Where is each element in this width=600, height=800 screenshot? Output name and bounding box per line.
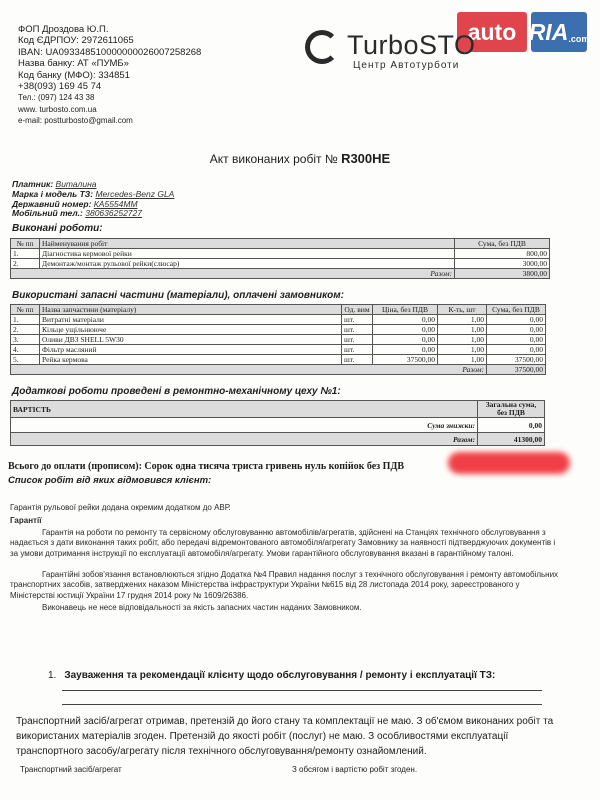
parts-col-unit: Од. вим xyxy=(342,305,373,315)
cell: шт. xyxy=(342,355,373,365)
table-row xyxy=(11,335,546,345)
table-row xyxy=(11,325,546,335)
company-mfo: Код банку (МФО): 334851 xyxy=(18,69,130,81)
declined-works-label: Список робіт від яких відмовився клієнт: xyxy=(8,475,212,486)
table-header-row xyxy=(11,401,545,418)
logo-tagline: Центр Автотурботи xyxy=(353,60,460,71)
cell: 37500,00 xyxy=(373,355,438,365)
watermark-ria-text: RIA xyxy=(528,18,569,45)
company-email: e-mail: postturbosto@gmail.com xyxy=(18,116,133,126)
parts-total-label: Разом: xyxy=(11,365,487,375)
watermark-auto-text: auto xyxy=(467,18,517,45)
extra-total: 41300,00 xyxy=(478,433,545,446)
cell: шт. xyxy=(342,345,373,355)
works-col-sum: Сума, без ПДВ xyxy=(455,239,550,249)
table-row xyxy=(11,345,546,355)
cell: 1. xyxy=(11,315,40,325)
receipt-statement: Транспортний засіб/агрегат отримав, претензій до його стану та комплектації не маю. З об'ємом виконаних робіт та використаних матеріалів згоден. Претензій до якості робіт (послуг) не маю. З особливостями експлуатації транспортного засобу/агрегату після технічного обслуговування/ремонту ознайомлений. xyxy=(16,716,554,757)
warranty-paragraph-1: Гарантія на роботи по ремонту та сервісному обслуговуванню автомобілів/агрегатів, здійснені на Станціях технічного обслуговування з надається з дати виконання таких робіт, або передачі відремонтованого автомобіля/агрегату Замовнику за наявності підтверджуючих документів і за умови дотримання інструкції по експлуатації автомобіля/агрегату. Умови гарантійного обслуговування вказані в гарантійному талоні. xyxy=(10,528,556,558)
remarks-number: 1. xyxy=(48,670,57,681)
cell: Діагностика кермової рейки xyxy=(40,249,455,259)
parts-col-name: Назва запчастини (матеріалу) xyxy=(40,305,342,315)
cell: 3000,00 xyxy=(455,259,550,269)
company-iban: IBAN: UA093348510000000026007258268 xyxy=(18,46,202,58)
extra-table xyxy=(10,400,545,446)
cell: 0,00 xyxy=(487,345,546,355)
table-row xyxy=(11,249,550,259)
cell: шт. xyxy=(342,335,373,345)
cell: 0,00 xyxy=(487,325,546,335)
cell: Демонтаж/монтаж рульової рейки(слюсар) xyxy=(40,259,455,269)
auto-ria-watermark-ria xyxy=(528,12,590,52)
warranty-note: Гарантія рульової рейки додана окремим додатком до АВР. xyxy=(10,503,231,512)
company-phone-alt: Тел.: (097) 124 43 38 xyxy=(18,93,95,103)
cell: Оливи ДВЗ SHELL 5W30 xyxy=(40,335,342,345)
parts-col-qty: К-ть, шт xyxy=(438,305,487,315)
cell: 1,00 xyxy=(438,335,487,345)
cell: 1. xyxy=(11,249,40,259)
plate-label: Державний номер: xyxy=(12,198,92,209)
warranty-paragraph-3: Виконавець не несе відповідальності за якість запасних частин наданих Замовником. xyxy=(42,603,362,612)
plate-value: КА5554ММ xyxy=(93,198,138,209)
cell: 1,00 xyxy=(438,325,487,335)
works-table xyxy=(10,238,550,279)
extra-heading: Додаткові роботи проведені в ремонтно-механічному цеху №1: xyxy=(12,386,341,397)
table-header-row xyxy=(11,239,550,249)
remarks-heading xyxy=(48,670,495,681)
cell: 0,00 xyxy=(373,325,438,335)
table-row xyxy=(11,315,546,325)
company-phone-main: +38(093) 169 45 74 xyxy=(18,81,102,93)
cell: 2. xyxy=(11,259,40,269)
extra-discount: 0,00 xyxy=(478,418,545,433)
extra-total-label: Разом: xyxy=(11,433,478,446)
footer-vehicle-label: Транспортний засіб/агрегат xyxy=(20,765,122,774)
warranty-title: Гарантії xyxy=(10,516,42,525)
company-name: ФОП Дроздова Ю.П. xyxy=(18,24,109,35)
cell: 0,00 xyxy=(373,315,438,325)
document-title xyxy=(0,151,600,166)
cell: 1,00 xyxy=(438,345,487,355)
redaction-mark xyxy=(448,452,570,474)
table-header-row xyxy=(11,305,546,315)
table-total-row xyxy=(11,365,546,375)
cell: 5. xyxy=(11,355,40,365)
cell: Кільце ущільнююче xyxy=(40,325,342,335)
cell: 37500,00 xyxy=(487,355,546,365)
table-row xyxy=(11,355,546,365)
company-requisites xyxy=(18,24,201,127)
company-bank: Назва банку: АТ «ПУМБ» xyxy=(18,58,129,70)
logo-name: TurboSTO xyxy=(347,30,476,60)
total-in-words: Всього до оплати (прописом): Сорок одна тисяча триста гривень нуль копійок без ПДВ xyxy=(8,461,405,472)
parts-col-sum: Сума, без ПДВ xyxy=(487,305,546,315)
table-row xyxy=(11,259,550,269)
cell: шт. xyxy=(342,315,373,325)
works-total: 3800,00 xyxy=(455,269,550,279)
cell: 0,00 xyxy=(487,315,546,325)
table-row xyxy=(11,418,545,433)
cell: шт. xyxy=(342,325,373,335)
warranty-paragraph-2: Гарантійні зобов'язання встановлюються згідно Додатка №4 Правил надання послуг з технічного обслуговування і ремонту автомобільних транспортних засобів, затверджених наказом Міністерства інфраструктури України №615 від 28 листопада 2014 року, зареєстрованого у Міністерстві юстиції України 17 грудня 2014 року № 1609/26386. xyxy=(10,570,559,600)
table-total-row xyxy=(11,269,550,279)
turbosto-logo xyxy=(305,26,505,76)
cell: 800,00 xyxy=(455,249,550,259)
phone-label: Мобільний тел.: xyxy=(12,208,83,219)
cell: 1,00 xyxy=(438,355,487,365)
cell: 3. xyxy=(11,335,40,345)
cell: 1,00 xyxy=(438,315,487,325)
document-title-text: Акт виконаних робіт № xyxy=(209,152,338,166)
remarks-line-1 xyxy=(62,690,542,691)
parts-col-num: № пп xyxy=(11,305,40,315)
company-edrpou: Код ЄДРПОУ: 2972611065 xyxy=(18,35,134,47)
cell: 2. xyxy=(11,325,40,335)
cell: 0,00 xyxy=(487,335,546,345)
car-value: Mercedes-Benz GLA xyxy=(95,188,175,199)
cell: 4. xyxy=(11,345,40,355)
works-col-name: Найменування робіт xyxy=(40,239,455,249)
cell: Витратні матеріали xyxy=(40,315,342,325)
works-heading: Виконані роботи: xyxy=(12,223,103,234)
extra-discount-label: Сума знижки: xyxy=(11,418,478,433)
document-number: R300HE xyxy=(341,151,391,166)
parts-col-price: Ціна, без ПДВ xyxy=(373,305,438,315)
turbo-logo-icon xyxy=(305,30,339,64)
cell: Рейка кермова xyxy=(40,355,342,365)
works-col-num: № пп xyxy=(11,239,40,249)
car-label: Марка і модель ТЗ: xyxy=(12,188,94,199)
cell: 0,00 xyxy=(373,345,438,355)
table-total-row xyxy=(11,433,545,446)
remarks-line-2 xyxy=(62,704,542,705)
watermark-ria-suffix: .com xyxy=(568,34,590,44)
extra-cost-label: ВАРТІСТЬ xyxy=(11,401,478,418)
phone-value: 380636252727 xyxy=(85,208,142,219)
company-website: www. turbosto.com.ua xyxy=(18,104,97,114)
works-total-label: Разом: xyxy=(11,269,455,279)
parts-heading: Використані запасні частини (матеріали), оплачені замовником: xyxy=(12,290,344,301)
extra-total-sum-header: Загальна сума, без ПДВ xyxy=(478,401,545,418)
footer-agreement-label: З обсягом і вартістю робіт згоден. xyxy=(292,765,418,774)
client-info xyxy=(12,180,174,219)
payer-label: Платник: xyxy=(12,179,54,189)
payer-value: Виталина xyxy=(55,179,97,189)
cell: Фільтр масляний xyxy=(40,345,342,355)
remarks-title: Зауваження та рекомендації клієнту щодо обслуговування / ремонту і експлуатації ТЗ: xyxy=(64,670,496,681)
parts-total: 37500,00 xyxy=(487,365,546,375)
parts-table xyxy=(10,304,546,375)
cell: 0,00 xyxy=(373,335,438,345)
